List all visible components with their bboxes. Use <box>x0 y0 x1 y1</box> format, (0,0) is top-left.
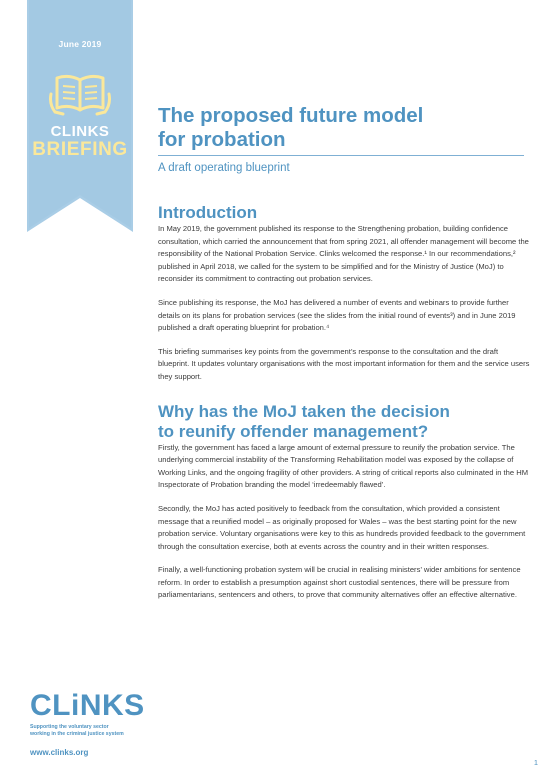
title-divider <box>158 155 524 156</box>
why-paragraph-1: Firstly, the government has faced a large amount of external pressure to reunify the probation service. The underlying commercial instability of the Transforming Rehabilitation model was exposed by the collapse of Working Links, and the ongoing fragility of other providers. A string of critical reports also culminated in the HM Inspectorate of Probation branding the model ‘irredeemably flawed’. <box>158 442 529 490</box>
why-heading <box>158 402 530 442</box>
brand-briefing: BRIEFING <box>32 139 128 160</box>
logo-tagline <box>30 724 140 737</box>
tagline-line-2: working in the criminal justice system <box>30 730 124 737</box>
page-title <box>158 104 524 152</box>
intro-paragraph-2: Since publishing its response, the MoJ has delivered a number of events and webinars to provide further details on its plans for probation services (see the slides from the initial round of events³) and in June 2019 published a draft operating blueprint for probation.⁴ <box>158 297 516 333</box>
why-paragraph-3: Finally, a well-functioning probation system will be crucial in realising ministers’ wider ambitions for sentence reform. In order to establish a presumption against short custodial sentences, there will be pressure from parliamentarians, sentencers and others, to prove that community alternatives offer an effective alternative. <box>158 565 521 600</box>
briefing-date: June 2019 <box>58 39 102 49</box>
clinks-footer-logo <box>30 689 145 757</box>
website-link[interactable]: www.clinks.org <box>30 748 89 757</box>
intro-paragraph-3: This briefing summarises key points from the government’s response to the consultation and the draft blueprint. It updates voluntary organisations with the most important information for them and the service users they support. <box>158 346 530 381</box>
title-block <box>158 104 524 174</box>
clinks-logo: CLiNKS <box>30 689 145 722</box>
why-heading-line-2: to reunify offender management? <box>158 421 429 441</box>
title-line-1: The proposed future model <box>158 104 424 127</box>
main-content <box>158 203 530 602</box>
briefing-ribbon <box>27 0 133 232</box>
page-subtitle: A draft operating blueprint <box>158 162 290 174</box>
tagline-line-1: Supporting the voluntary sector <box>30 724 109 730</box>
intro-heading: Introduction <box>158 203 258 222</box>
brand-clinks: CLINKS <box>50 123 110 140</box>
why-paragraph-2: Secondly, the MoJ has acted positively to feedback from the consultation, which provided a consistent message that a reunified model – as originally proposed for Wales – was the best starting point for the new probation service. Voluntary organisations were key to this as hundreds provided feedback to the government through the consultation exercise, both at events across the country and in their written responses. <box>158 503 526 551</box>
briefing-brand <box>27 124 133 160</box>
title-line-2: for probation <box>158 128 286 151</box>
page-number: 1 <box>533 758 538 767</box>
intro-paragraph-1: In May 2019, the government published its response to the Strengthening probation, building confidence consultation, which carried the announcement that from spring 2021, all offender management will become the responsibility of the National Probation Service. Clinks welcomed the response.¹ In our recommendations,² published in April 2018, we called for the system to be simplified and for the Ministry of Justice (MoJ) to reconsider its commitment to contracting out probation services. <box>158 224 529 284</box>
why-heading-line-1: Why has the MoJ taken the decision <box>158 401 450 421</box>
open-book-icon <box>49 64 111 118</box>
